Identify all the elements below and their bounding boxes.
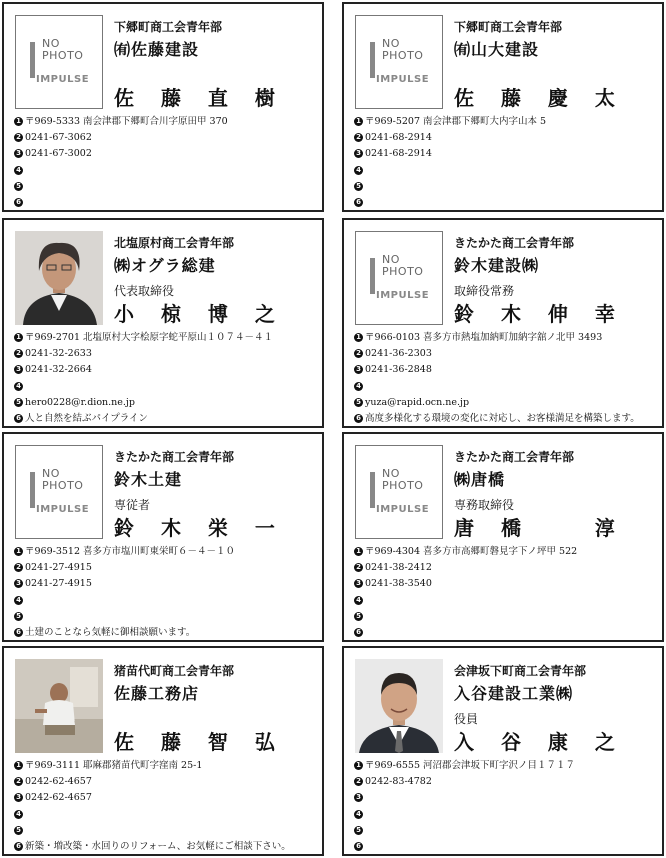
number-6-icon: 6 xyxy=(354,842,363,851)
contact-line-5-text[interactable]: hero0228@r.dion.ne.jp xyxy=(25,396,135,408)
contact-line-4 xyxy=(14,379,318,395)
no-photo-line1: NO xyxy=(382,467,400,480)
no-photo-logo xyxy=(370,38,440,90)
business-card xyxy=(2,646,324,856)
business-card xyxy=(2,432,324,642)
no-photo-text xyxy=(382,254,423,278)
number-3-icon: 3 xyxy=(14,149,23,158)
company-name: 入谷建設工業㈱ xyxy=(454,684,574,703)
number-2-icon: 2 xyxy=(354,349,363,358)
contact-line-2 xyxy=(14,560,318,576)
no-photo-line1: NO xyxy=(42,467,60,480)
contact-info xyxy=(14,758,318,855)
contact-info xyxy=(354,330,658,427)
contact-line-4 xyxy=(354,807,658,823)
no-photo-line1: NO xyxy=(382,37,400,50)
contact-line-2 xyxy=(354,130,658,146)
number-2-icon: 2 xyxy=(14,349,23,358)
person-name: 佐 藤 慶 太 xyxy=(454,86,625,110)
contact-line-2-text: 0241-68-2914 xyxy=(365,132,432,144)
contact-line-6 xyxy=(354,195,658,211)
contact-line-1 xyxy=(14,114,318,130)
contact-line-5 xyxy=(354,609,658,625)
contact-line-4 xyxy=(354,379,658,395)
company-name: 鈴木建設㈱ xyxy=(454,256,540,275)
contact-line-3 xyxy=(14,362,318,378)
contact-line-2 xyxy=(14,774,318,790)
number-6-icon: 6 xyxy=(14,198,23,207)
contact-line-2 xyxy=(354,774,658,790)
contact-line-3-text: 0241-27-4915 xyxy=(25,578,92,590)
contact-line-5 xyxy=(14,179,318,195)
contact-line-5 xyxy=(354,179,658,195)
no-photo-placeholder xyxy=(355,15,443,109)
contact-line-5-text[interactable]: yuza@rapid.ocn.ne.jp xyxy=(365,396,470,408)
contact-line-4 xyxy=(14,163,318,179)
business-card xyxy=(342,646,664,856)
contact-line-3 xyxy=(354,576,658,592)
contact-line-2-text: 0242-83-4782 xyxy=(365,776,432,788)
person-name: 鈴 木 伸 幸 xyxy=(454,302,625,326)
number-3-icon: 3 xyxy=(354,149,363,158)
no-photo-line1: NO xyxy=(42,37,60,50)
number-1-icon: 1 xyxy=(14,333,23,342)
contact-line-2 xyxy=(14,130,318,146)
profile-photo xyxy=(355,659,443,753)
impulse-logo-text: IMPULSE xyxy=(36,504,90,515)
contact-line-5 xyxy=(354,395,658,411)
number-2-icon: 2 xyxy=(354,133,363,142)
contact-line-2-text: 0242-62-4657 xyxy=(25,776,92,788)
number-1-icon: 1 xyxy=(354,117,363,126)
contact-line-3-text: 0241-32-2664 xyxy=(25,364,92,376)
no-photo-placeholder xyxy=(15,445,103,539)
number-4-icon: 4 xyxy=(354,382,363,391)
impulse-logo-text: IMPULSE xyxy=(376,290,430,301)
contact-info xyxy=(354,544,658,641)
number-6-icon: 6 xyxy=(14,414,23,423)
number-1-icon: 1 xyxy=(354,761,363,770)
number-6-icon: 6 xyxy=(354,628,363,637)
contact-line-1 xyxy=(354,758,658,774)
no-photo-logo xyxy=(370,254,440,306)
no-photo-line2: PHOTO xyxy=(42,479,84,492)
no-photo-line1: NO xyxy=(382,253,400,266)
number-4-icon: 4 xyxy=(14,166,23,175)
company-name: 鈴木土建 xyxy=(114,470,183,489)
number-1-icon: 1 xyxy=(14,117,23,126)
contact-line-5 xyxy=(14,823,318,839)
chamber-youth-section: 下郷町商工会青年部 xyxy=(114,20,223,34)
profile-photo xyxy=(15,231,103,325)
no-photo-placeholder xyxy=(355,445,443,539)
no-photo-text xyxy=(42,38,83,62)
business-card xyxy=(2,218,324,428)
contact-line-1 xyxy=(354,330,658,346)
contact-line-1-text: 〒966-0103 喜多方市熱塩加納町加納字舘ノ北甲 3493 xyxy=(365,332,603,343)
contact-line-6 xyxy=(14,839,318,855)
number-1-icon: 1 xyxy=(354,333,363,342)
number-4-icon: 4 xyxy=(14,596,23,605)
company-name: ㈱唐橋 xyxy=(454,470,506,489)
impulse-logo-text: IMPULSE xyxy=(376,504,430,515)
contact-line-2-text: 0241-27-4915 xyxy=(25,562,92,574)
contact-line-1 xyxy=(14,330,318,346)
no-photo-logo xyxy=(370,468,440,520)
no-photo-line2: PHOTO xyxy=(382,479,424,492)
contact-line-6 xyxy=(14,195,318,211)
number-6-icon: 6 xyxy=(14,628,23,637)
no-photo-line2: PHOTO xyxy=(42,49,84,62)
no-photo-placeholder xyxy=(15,15,103,109)
contact-line-2 xyxy=(354,560,658,576)
impulse-logo-text: IMPULSE xyxy=(36,74,90,85)
no-photo-line2: PHOTO xyxy=(382,265,424,278)
contact-line-2-text: 0241-67-3062 xyxy=(25,132,92,144)
portrait-photo-icon xyxy=(15,231,103,325)
no-photo-line2: PHOTO xyxy=(382,49,424,62)
chamber-youth-section: 会津坂下町商工会青年部 xyxy=(454,664,587,678)
number-3-icon: 3 xyxy=(14,579,23,588)
number-3-icon: 3 xyxy=(14,365,23,374)
chamber-youth-section: きたかた商工会青年部 xyxy=(454,450,575,464)
chamber-youth-section: 下郷町商工会青年部 xyxy=(454,20,563,34)
person-name: 鈴 木 栄 一 xyxy=(114,516,285,540)
contact-line-1-text: 〒969-5207 南会津郡下郷町大内字山本 5 xyxy=(365,116,547,127)
job-title: 代表取締役 xyxy=(114,284,175,298)
business-card xyxy=(342,2,664,212)
number-5-icon: 5 xyxy=(14,398,23,407)
contact-line-6 xyxy=(354,411,658,427)
no-photo-logo xyxy=(30,38,100,90)
contact-line-1-text: 〒969-3111 耶麻郡猪苗代町字窪南 25-1 xyxy=(25,760,203,771)
contact-line-6-text: 新築・増改築・水回りのリフォーム、お気軽にご相談下さい。 xyxy=(25,841,291,853)
contact-info xyxy=(354,758,658,855)
no-photo-text xyxy=(382,38,423,62)
company-name: ㈲佐藤建設 xyxy=(114,40,200,59)
number-4-icon: 4 xyxy=(354,810,363,819)
number-3-icon: 3 xyxy=(14,793,23,802)
business-card xyxy=(342,218,664,428)
chamber-youth-section: きたかた商工会青年部 xyxy=(114,450,235,464)
contact-line-3 xyxy=(14,576,318,592)
number-2-icon: 2 xyxy=(354,563,363,572)
contact-line-3 xyxy=(14,146,318,162)
person-name: 入 谷 康 之 xyxy=(454,730,625,754)
contact-line-3 xyxy=(354,146,658,162)
person-name: 佐 藤 直 樹 xyxy=(114,86,285,110)
contact-line-2-text: 0241-32-2633 xyxy=(25,348,92,360)
chamber-youth-section: きたかた商工会青年部 xyxy=(454,236,575,250)
job-title: 役員 xyxy=(454,712,479,726)
no-photo-text xyxy=(382,468,423,492)
number-5-icon: 5 xyxy=(14,182,23,191)
number-5-icon: 5 xyxy=(14,612,23,621)
number-2-icon: 2 xyxy=(14,563,23,572)
contact-line-3-text: 0241-36-2848 xyxy=(365,364,432,376)
contact-info xyxy=(14,330,318,427)
contact-line-3-text: 0241-68-2914 xyxy=(365,148,432,160)
number-2-icon: 2 xyxy=(354,777,363,786)
number-4-icon: 4 xyxy=(14,382,23,391)
number-6-icon: 6 xyxy=(354,414,363,423)
contact-line-4 xyxy=(14,593,318,609)
number-5-icon: 5 xyxy=(14,826,23,835)
number-5-icon: 5 xyxy=(354,826,363,835)
number-5-icon: 5 xyxy=(354,182,363,191)
no-photo-text xyxy=(42,468,83,492)
logo-bar-icon xyxy=(370,42,375,78)
contact-line-1 xyxy=(14,758,318,774)
company-name: 佐藤工務店 xyxy=(114,684,200,703)
contact-line-3-text: 0242-62-4657 xyxy=(25,792,92,804)
contact-line-6 xyxy=(14,625,318,641)
contact-line-1-text: 〒969-6555 河沼郡会津坂下町字沢ノ目１７１７ xyxy=(365,760,576,771)
chamber-youth-section: 猪苗代町商工会青年部 xyxy=(114,664,235,678)
contact-line-6-text: 人と自然を結ぶパイプライン xyxy=(25,413,148,425)
number-4-icon: 4 xyxy=(354,166,363,175)
logo-bar-icon xyxy=(30,42,35,78)
number-3-icon: 3 xyxy=(354,579,363,588)
profile-photo xyxy=(15,659,103,753)
number-1-icon: 1 xyxy=(14,761,23,770)
contact-line-5 xyxy=(14,395,318,411)
contact-line-6-text: 土建のことなら気軽に御相談願います。 xyxy=(25,627,196,639)
business-card xyxy=(342,432,664,642)
contact-line-1-text: 〒969-2701 北塩原村大字桧原字蛇平原山１０７４－４１ xyxy=(25,332,274,343)
number-4-icon: 4 xyxy=(14,810,23,819)
contact-line-2 xyxy=(354,346,658,362)
job-title: 専従者 xyxy=(114,498,151,512)
business-card xyxy=(2,2,324,212)
contact-info xyxy=(14,114,318,211)
person-name: 小 椋 博 之 xyxy=(114,302,285,326)
contact-line-1-text: 〒969-4304 喜多方市高郷町磐見字下ノ坪甲 522 xyxy=(365,546,578,557)
number-1-icon: 1 xyxy=(354,547,363,556)
contact-line-1 xyxy=(354,544,658,560)
contact-line-3 xyxy=(14,790,318,806)
person-name: 佐 藤 智 弘 xyxy=(114,730,285,754)
contact-line-5 xyxy=(14,609,318,625)
contact-line-2 xyxy=(14,346,318,362)
contact-line-5 xyxy=(354,823,658,839)
number-2-icon: 2 xyxy=(14,777,23,786)
job-title: 専務取締役 xyxy=(454,498,515,512)
contact-info xyxy=(14,544,318,641)
portrait-photo-icon xyxy=(355,659,443,753)
contact-line-1 xyxy=(14,544,318,560)
contact-line-3-text: 0241-38-3540 xyxy=(365,578,432,590)
contact-line-6 xyxy=(14,411,318,427)
contact-line-6-text: 高度多様化する環境の変化に対応し、お客様満足を構築します。 xyxy=(365,413,640,425)
contact-line-1 xyxy=(354,114,658,130)
number-1-icon: 1 xyxy=(14,547,23,556)
number-5-icon: 5 xyxy=(354,398,363,407)
contact-line-6 xyxy=(354,625,658,641)
no-photo-logo xyxy=(30,468,100,520)
person-name: 唐 橋 淳 xyxy=(454,516,625,540)
number-6-icon: 6 xyxy=(14,842,23,851)
contact-line-1-text: 〒969-3512 喜多方市塩川町東栄町６－４－１０ xyxy=(25,546,236,557)
contact-info xyxy=(354,114,658,211)
worker-photo-icon xyxy=(15,659,103,753)
contact-line-4 xyxy=(354,163,658,179)
contact-line-6 xyxy=(354,839,658,855)
impulse-logo-text: IMPULSE xyxy=(376,74,430,85)
contact-line-4 xyxy=(354,593,658,609)
contact-line-3 xyxy=(354,790,658,806)
number-3-icon: 3 xyxy=(354,365,363,374)
number-3-icon: 3 xyxy=(354,793,363,802)
number-6-icon: 6 xyxy=(354,198,363,207)
contact-line-3-text: 0241-67-3002 xyxy=(25,148,92,160)
job-title: 取締役常務 xyxy=(454,284,515,298)
company-name: ㈲山大建設 xyxy=(454,40,540,59)
number-2-icon: 2 xyxy=(14,133,23,142)
number-4-icon: 4 xyxy=(354,596,363,605)
logo-bar-icon xyxy=(30,472,35,508)
no-photo-placeholder xyxy=(355,231,443,325)
logo-bar-icon xyxy=(370,472,375,508)
contact-line-1-text: 〒969-5333 南会津郡下郷町合川字原田甲 370 xyxy=(25,116,228,127)
contact-line-3 xyxy=(354,362,658,378)
contact-line-2-text: 0241-38-2412 xyxy=(365,562,432,574)
number-5-icon: 5 xyxy=(354,612,363,621)
contact-line-2-text: 0241-36-2303 xyxy=(365,348,432,360)
logo-bar-icon xyxy=(370,258,375,294)
contact-line-4 xyxy=(14,807,318,823)
company-name: ㈱オグラ総建 xyxy=(114,256,216,275)
chamber-youth-section: 北塩原村商工会青年部 xyxy=(114,236,235,250)
